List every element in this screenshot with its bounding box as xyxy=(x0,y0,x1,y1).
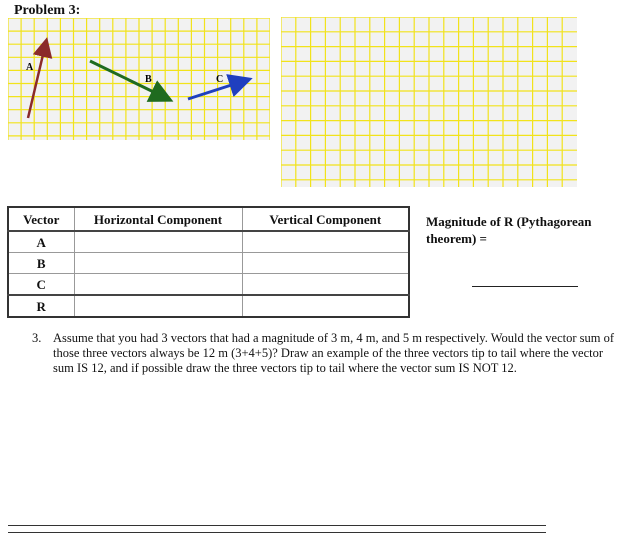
drawing-grid[interactable] xyxy=(281,17,577,187)
vector-c-label: C xyxy=(216,74,224,85)
header-horizontal: Horizontal Component xyxy=(74,207,242,231)
horizontal-cell[interactable] xyxy=(74,231,242,253)
table-header-row xyxy=(8,207,409,231)
header-vector: Vector xyxy=(8,207,74,231)
vector-a-label: A xyxy=(26,62,34,73)
problem-heading: Problem 3: xyxy=(14,3,81,18)
row-label: R xyxy=(8,295,74,317)
vector-b-label: B xyxy=(145,74,152,85)
header-vertical: Vertical Component xyxy=(242,207,409,231)
vector-grid xyxy=(8,18,270,140)
vertical-cell[interactable] xyxy=(242,231,409,253)
row-label: C xyxy=(8,274,74,296)
table-row xyxy=(8,253,409,274)
table-row xyxy=(8,295,409,317)
magnitude-label: Magnitude of R (Pythagorean theorem) = xyxy=(426,214,592,246)
question-text: Assume that you had 3 vectors that had a magnitude of 3 m, 4 m, and 5 m respectively. Would the vector sum of those three vectors always be 12 m (3+4+5)? Draw an example of the three vectors tip to tail where the vector sum IS 12, and if possible draw the three vectors tip to tail where the vector sum IS NOT 12. xyxy=(53,331,615,375)
page-divider xyxy=(8,525,546,533)
horizontal-cell[interactable] xyxy=(74,295,242,317)
row-label: B xyxy=(8,253,74,274)
component-table xyxy=(7,206,410,318)
table-row xyxy=(8,274,409,296)
question-number: 3. xyxy=(32,331,42,345)
horizontal-cell[interactable] xyxy=(74,253,242,274)
vertical-cell[interactable] xyxy=(242,253,409,274)
row-label: A xyxy=(8,231,74,253)
magnitude-answer-line[interactable] xyxy=(472,286,578,287)
horizontal-cell[interactable] xyxy=(74,274,242,296)
vertical-cell[interactable] xyxy=(242,295,409,317)
vertical-cell[interactable] xyxy=(242,274,409,296)
table-row xyxy=(8,231,409,253)
